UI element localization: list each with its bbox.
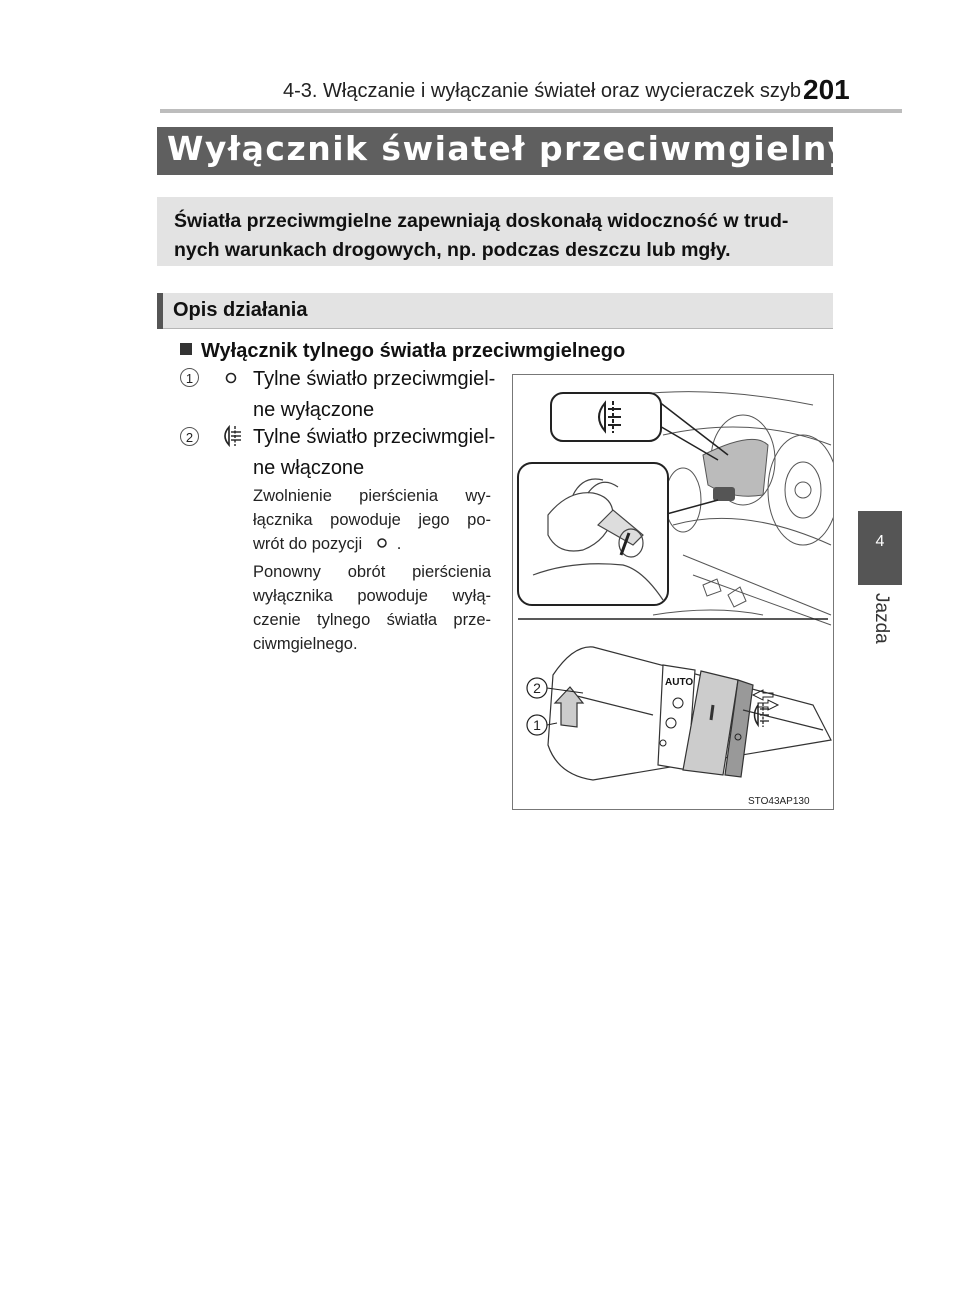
note-1-line3 xyxy=(253,532,491,556)
subheading-text: Wyłącznik tylnego światła przeciwmgielnego xyxy=(201,340,626,362)
item-number-1: 1 xyxy=(180,368,199,387)
off-position-icon xyxy=(367,536,397,550)
page-number: 201 xyxy=(803,74,850,105)
chapter-name: Jazda xyxy=(871,593,892,644)
note-2-line4: ciwmgielnego. xyxy=(253,635,358,653)
item-1-line1: Tylne światło przeciwmgiel- xyxy=(253,368,496,390)
section-accent xyxy=(157,293,163,329)
square-bullet-icon xyxy=(180,343,192,355)
rear-fog-light-icon xyxy=(218,424,244,448)
header-rule xyxy=(160,109,902,113)
subheading xyxy=(180,340,625,363)
off-position-icon xyxy=(224,371,238,385)
note-2-line2: wyłącznika powoduje wyłą- xyxy=(253,587,491,605)
note-2-line1: Ponowny obrót pierścienia xyxy=(253,563,491,581)
note-2-line3: czenie tylnego światła prze- xyxy=(253,611,491,629)
callout-2: 2 xyxy=(533,680,541,696)
note-turn-off xyxy=(253,560,491,656)
illustration-frame xyxy=(512,374,834,810)
title-bar xyxy=(157,127,897,175)
note-return xyxy=(253,484,491,556)
note-1-line1: Zwolnienie pierścienia wy- xyxy=(253,487,491,505)
chapter-tab xyxy=(858,511,902,585)
note-1-line3-suffix: . xyxy=(396,535,402,553)
item-2-line1: Tylne światło przeciwmgiel- xyxy=(253,426,496,448)
intro-box xyxy=(157,197,833,266)
section-heading xyxy=(157,293,833,329)
fog-light-switch-illustration xyxy=(513,375,833,809)
page-title: Wyłącznik świateł przeciwmgielnych xyxy=(167,129,897,168)
switch-auto-label: AUTO xyxy=(665,677,694,688)
section-heading-text: Opis działania xyxy=(173,299,308,321)
chapter-number: 4 xyxy=(875,533,885,550)
note-1-line3-prefix: wrót do pozycji xyxy=(253,535,363,553)
figure-code: STO43AP130 xyxy=(748,796,810,807)
item-number-2: 2 xyxy=(180,427,199,446)
callout-1: 1 xyxy=(533,717,541,733)
intro-text: Światła przeciwmgielne zapewniają doskonałą widoczność w trud-nych warunkach drogowych, np. podczas deszczu lub mgły. xyxy=(174,210,789,261)
header-section-title: 4-3. Włączanie i wyłączanie świateł oraz wycieraczek szyb xyxy=(283,80,801,102)
item-2-line2: ne włączone xyxy=(253,457,365,479)
note-1-line2: łącznika powoduje jego po- xyxy=(253,511,491,529)
item-2-text xyxy=(253,422,495,484)
item-1-line2: ne wyłączone xyxy=(253,399,375,421)
item-1-text xyxy=(253,364,495,426)
